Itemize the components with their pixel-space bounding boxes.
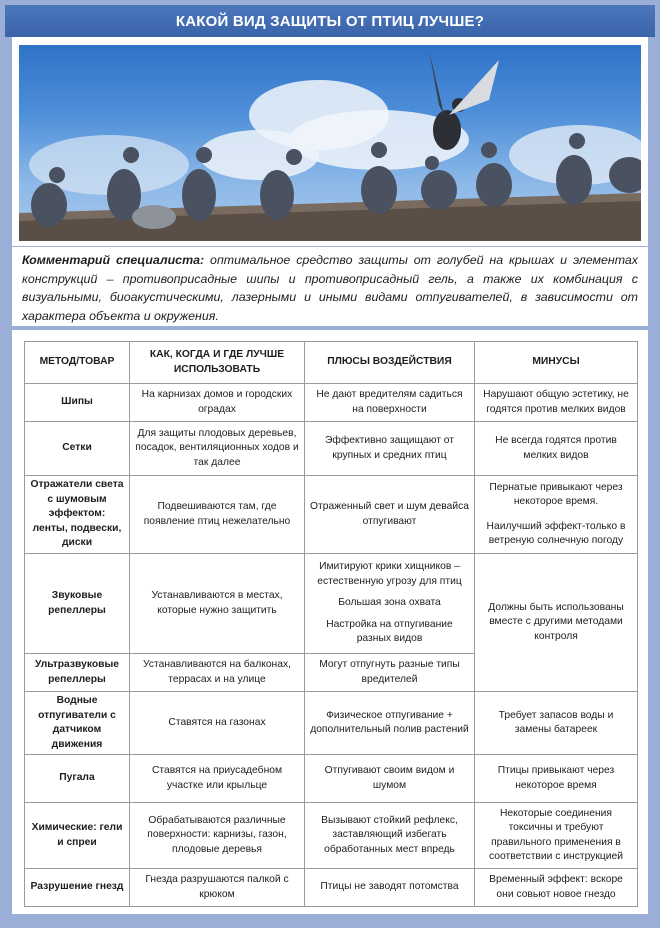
method-cell: Разрушение гнезд [25, 869, 130, 907]
plus-line: Большая зона охвата [338, 597, 441, 609]
minus-cell: Не всегда годятся против мелких видов [475, 422, 638, 476]
minus-cell: Некоторые соединения токсичны и требуют правильного применения в соответствии с инструкцией [475, 803, 638, 869]
plus-cell: Не дают вредителям садиться на поверхности [305, 384, 475, 422]
minus-cell: Птицы привыкают через некоторое время [475, 755, 638, 803]
table-row [25, 803, 638, 869]
plus-cell: Отраженный свет и шум девайса отпугивают [305, 476, 475, 554]
method-cell: Звуковые репеллеры [25, 554, 130, 654]
plus-cell [305, 554, 475, 654]
comment-text: оптимальное средство защиты от голубей на крышах и элементах конструкций – противоприсадные шипы и противоприсадный гель, а также их комбинация с визуальными, биоакустическими, лазерными и иными видами отпугивателей, в зависимости от характера объекта и окружения. [22, 253, 638, 323]
method-cell: Химические: гели и спреи [25, 803, 130, 869]
specialist-comment-panel [12, 247, 648, 326]
pigeons-on-roof-photo [19, 45, 641, 241]
table-row [25, 692, 638, 755]
pigeons-illustration [19, 45, 641, 241]
method-cell: Сетки [25, 422, 130, 476]
header-method: МЕТОД/ТОВАР [25, 342, 130, 384]
plus-cell: Птицы не заводят потомства [305, 869, 475, 907]
table-row [25, 869, 638, 907]
how-cell: Устанавливаются в местах, которые нужно защитить [130, 554, 305, 654]
how-cell: Ставятся на газонах [130, 692, 305, 755]
method-cell: Шипы [25, 384, 130, 422]
how-cell: Обрабатываются различные поверхности: карнизы, газон, плодовые деревья [130, 803, 305, 869]
method-cell: Водные отпугиватели с датчиком движения [25, 692, 130, 755]
method-cell: Пугала [25, 755, 130, 803]
how-cell: Гнезда разрушаются палкой с крюком [130, 869, 305, 907]
page-title: КАКОЙ ВИД ЗАЩИТЫ ОТ ПТИЦ ЛУЧШЕ? [5, 5, 655, 37]
protection-methods-table [24, 341, 638, 907]
comment-label: Комментарий специалиста: [22, 253, 205, 267]
minus-cell [475, 476, 638, 554]
minus-cell: Нарушают общую эстетику, не годятся против мелких видов [475, 384, 638, 422]
specialist-comment [22, 251, 638, 325]
table-header-row [25, 342, 638, 384]
minus-line: Пернатые привыкают через некоторое время. [489, 481, 623, 507]
header-how: КАК, КОГДА И ГДЕ ЛУЧШЕ ИСПОЛЬЗОВАТЬ [130, 342, 305, 384]
plus-cell: Могут отпугнуть разные типы вредителей [305, 654, 475, 692]
table-row [25, 422, 638, 476]
how-cell: На карнизах домов и городских оградах [130, 384, 305, 422]
header-plus: ПЛЮСЫ ВОЗДЕЙСТВИЯ [305, 342, 475, 384]
table-row [25, 755, 638, 803]
plus-cell: Физическое отпугивание + дополнительный полив растений [305, 692, 475, 755]
table-row [25, 384, 638, 422]
plus-line: Имитируют крики хищников – естественную угрозу для птиц [317, 561, 462, 587]
how-cell: Подвешиваются там, где появление птиц нежелательно [130, 476, 305, 554]
method-cell: Ультразвуковые репеллеры [25, 654, 130, 692]
table-panel [12, 330, 648, 914]
minus-line: Наилучший эффект-только в ветреную солнечную погоду [486, 520, 626, 546]
photo-panel [12, 37, 648, 246]
how-cell: Для защиты плодовых деревьев, посадок, вентиляционных ходов и так далее [130, 422, 305, 476]
header-minus: МИНУСЫ [475, 342, 638, 384]
minus-cell: Должны быть использованы вместе с другими методами контроля [475, 554, 638, 692]
how-cell: Устанавливаются на балконах, террасах и на улице [130, 654, 305, 692]
table-row [25, 554, 638, 654]
plus-line: Настройка на отпугивание разных видов [326, 618, 453, 645]
plus-cell: Эффективно защищают от крупных и средних птиц [305, 422, 475, 476]
plus-cell: Отпугивают своим видом и шумом [305, 755, 475, 803]
method-cell: Отражатели света с шумовым эффектом: ленты, подвески, диски [25, 476, 130, 554]
how-cell: Ставятся на приусадебном участке или крыльце [130, 755, 305, 803]
table-row [25, 476, 638, 554]
minus-cell: Требует запасов воды и замены батареек [475, 692, 638, 755]
plus-cell: Вызывают стойкий рефлекс, заставляющий избегать обработанных мест впредь [305, 803, 475, 869]
minus-cell: Временный эффект: вскоре они совьют новое гнездо [475, 869, 638, 907]
